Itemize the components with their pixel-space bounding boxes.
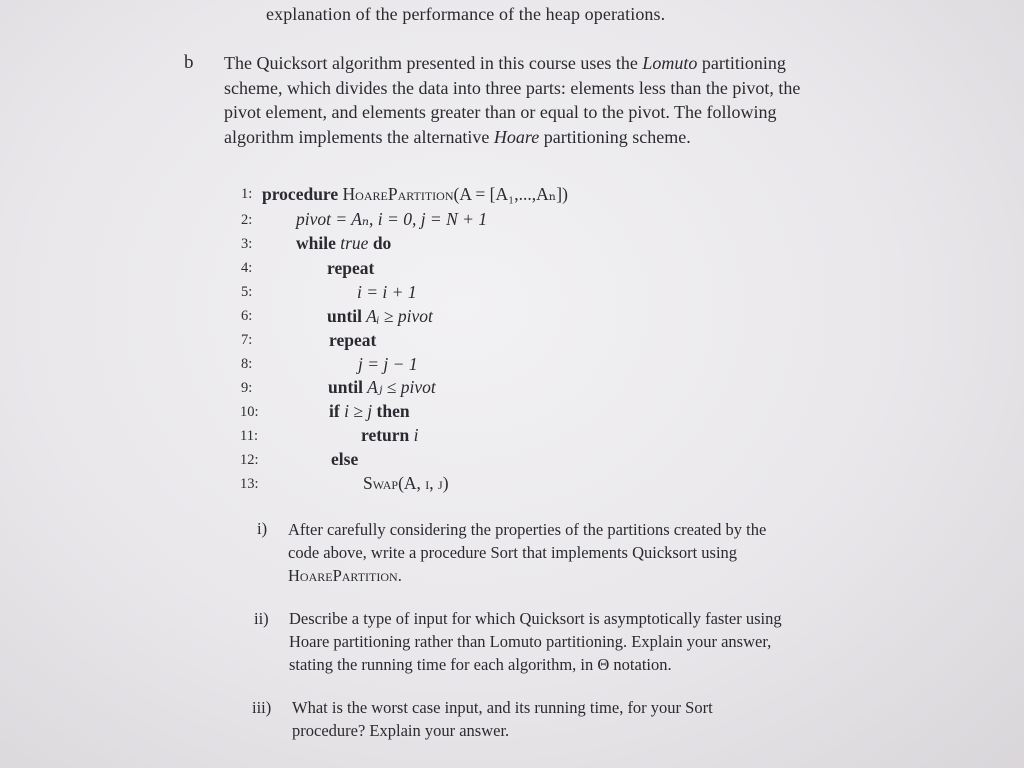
question-text bbox=[292, 696, 713, 742]
algo-line-repeat: repeat bbox=[329, 330, 377, 350]
line-number: 10: bbox=[240, 404, 259, 420]
question-line: stating the running time for each algorithm, in Θ notation. bbox=[289, 655, 672, 674]
question-label: iii) bbox=[252, 698, 272, 717]
line-number: 6: bbox=[241, 308, 253, 324]
line-number: 11: bbox=[240, 428, 258, 444]
paragraph-line: scheme, which divides the data into three parts: elements less than the pivot, the bbox=[224, 77, 801, 98]
algo-line-swap: Swap(A, i, j) bbox=[363, 473, 449, 493]
line-number: 2: bbox=[241, 212, 253, 228]
line-number: 5: bbox=[241, 284, 253, 300]
question-line: procedure? Explain your answer. bbox=[292, 721, 510, 740]
algo-line-until: until Aᵢ ≥ pivot bbox=[327, 306, 433, 326]
intro-fragment: explanation of the performance of the heap operations. bbox=[266, 4, 666, 24]
line-number: 8: bbox=[241, 356, 253, 372]
line-number: 4: bbox=[241, 260, 253, 276]
question-line: code above, write a procedure Sort that implements Quicksort using bbox=[288, 543, 738, 562]
algo-line-until: until Aⱼ ≤ pivot bbox=[328, 377, 436, 397]
paragraph-line: The Quicksort algorithm presented in this course uses the Lomuto partitioning bbox=[224, 53, 786, 73]
question-line: What is the worst case input, and its running time, for your Sort bbox=[292, 698, 713, 717]
algo-line-repeat: repeat bbox=[327, 258, 375, 278]
algo-line-procedure: procedure HoarePartition(A = [A₁,...,Aₙ]) bbox=[262, 184, 568, 204]
algo-line-init: pivot = Aₙ, i = 0, j = N + 1 bbox=[296, 209, 488, 229]
line-number: 13: bbox=[240, 476, 259, 492]
line-number: 12: bbox=[240, 452, 259, 468]
question-label: ii) bbox=[254, 609, 269, 628]
question-line: Hoare partitioning rather than Lomuto partitioning. Explain your answer, bbox=[289, 632, 772, 651]
paragraph-line: pivot element, and elements greater than or equal to the pivot. The following bbox=[224, 102, 777, 122]
question-text bbox=[288, 518, 766, 587]
part-b-paragraph bbox=[224, 51, 904, 149]
paragraph-line: algorithm implements the alternative Hoare partitioning scheme. bbox=[224, 126, 691, 147]
algo-line-if: if i ≥ j then bbox=[329, 401, 410, 421]
part-label: b bbox=[184, 52, 194, 73]
algo-line-return: return i bbox=[361, 425, 419, 445]
question-line: Describe a type of input for which Quicksort is asymptotically faster using bbox=[289, 609, 782, 628]
question-text bbox=[289, 607, 782, 676]
line-number: 1: bbox=[241, 186, 253, 202]
question-line: After carefully considering the properties of the partitions created by the bbox=[288, 520, 767, 539]
question-line: HoarePartition. bbox=[288, 566, 402, 585]
line-number: 7: bbox=[241, 332, 253, 348]
algo-line-while: while true do bbox=[296, 233, 392, 253]
algo-line-decrement: j = j − 1 bbox=[358, 354, 418, 374]
line-number: 9: bbox=[241, 380, 253, 396]
algo-line-else: else bbox=[331, 449, 359, 469]
algo-line-increment: i = i + 1 bbox=[357, 282, 417, 302]
line-number: 3: bbox=[241, 236, 253, 252]
question-label: i) bbox=[257, 519, 268, 538]
